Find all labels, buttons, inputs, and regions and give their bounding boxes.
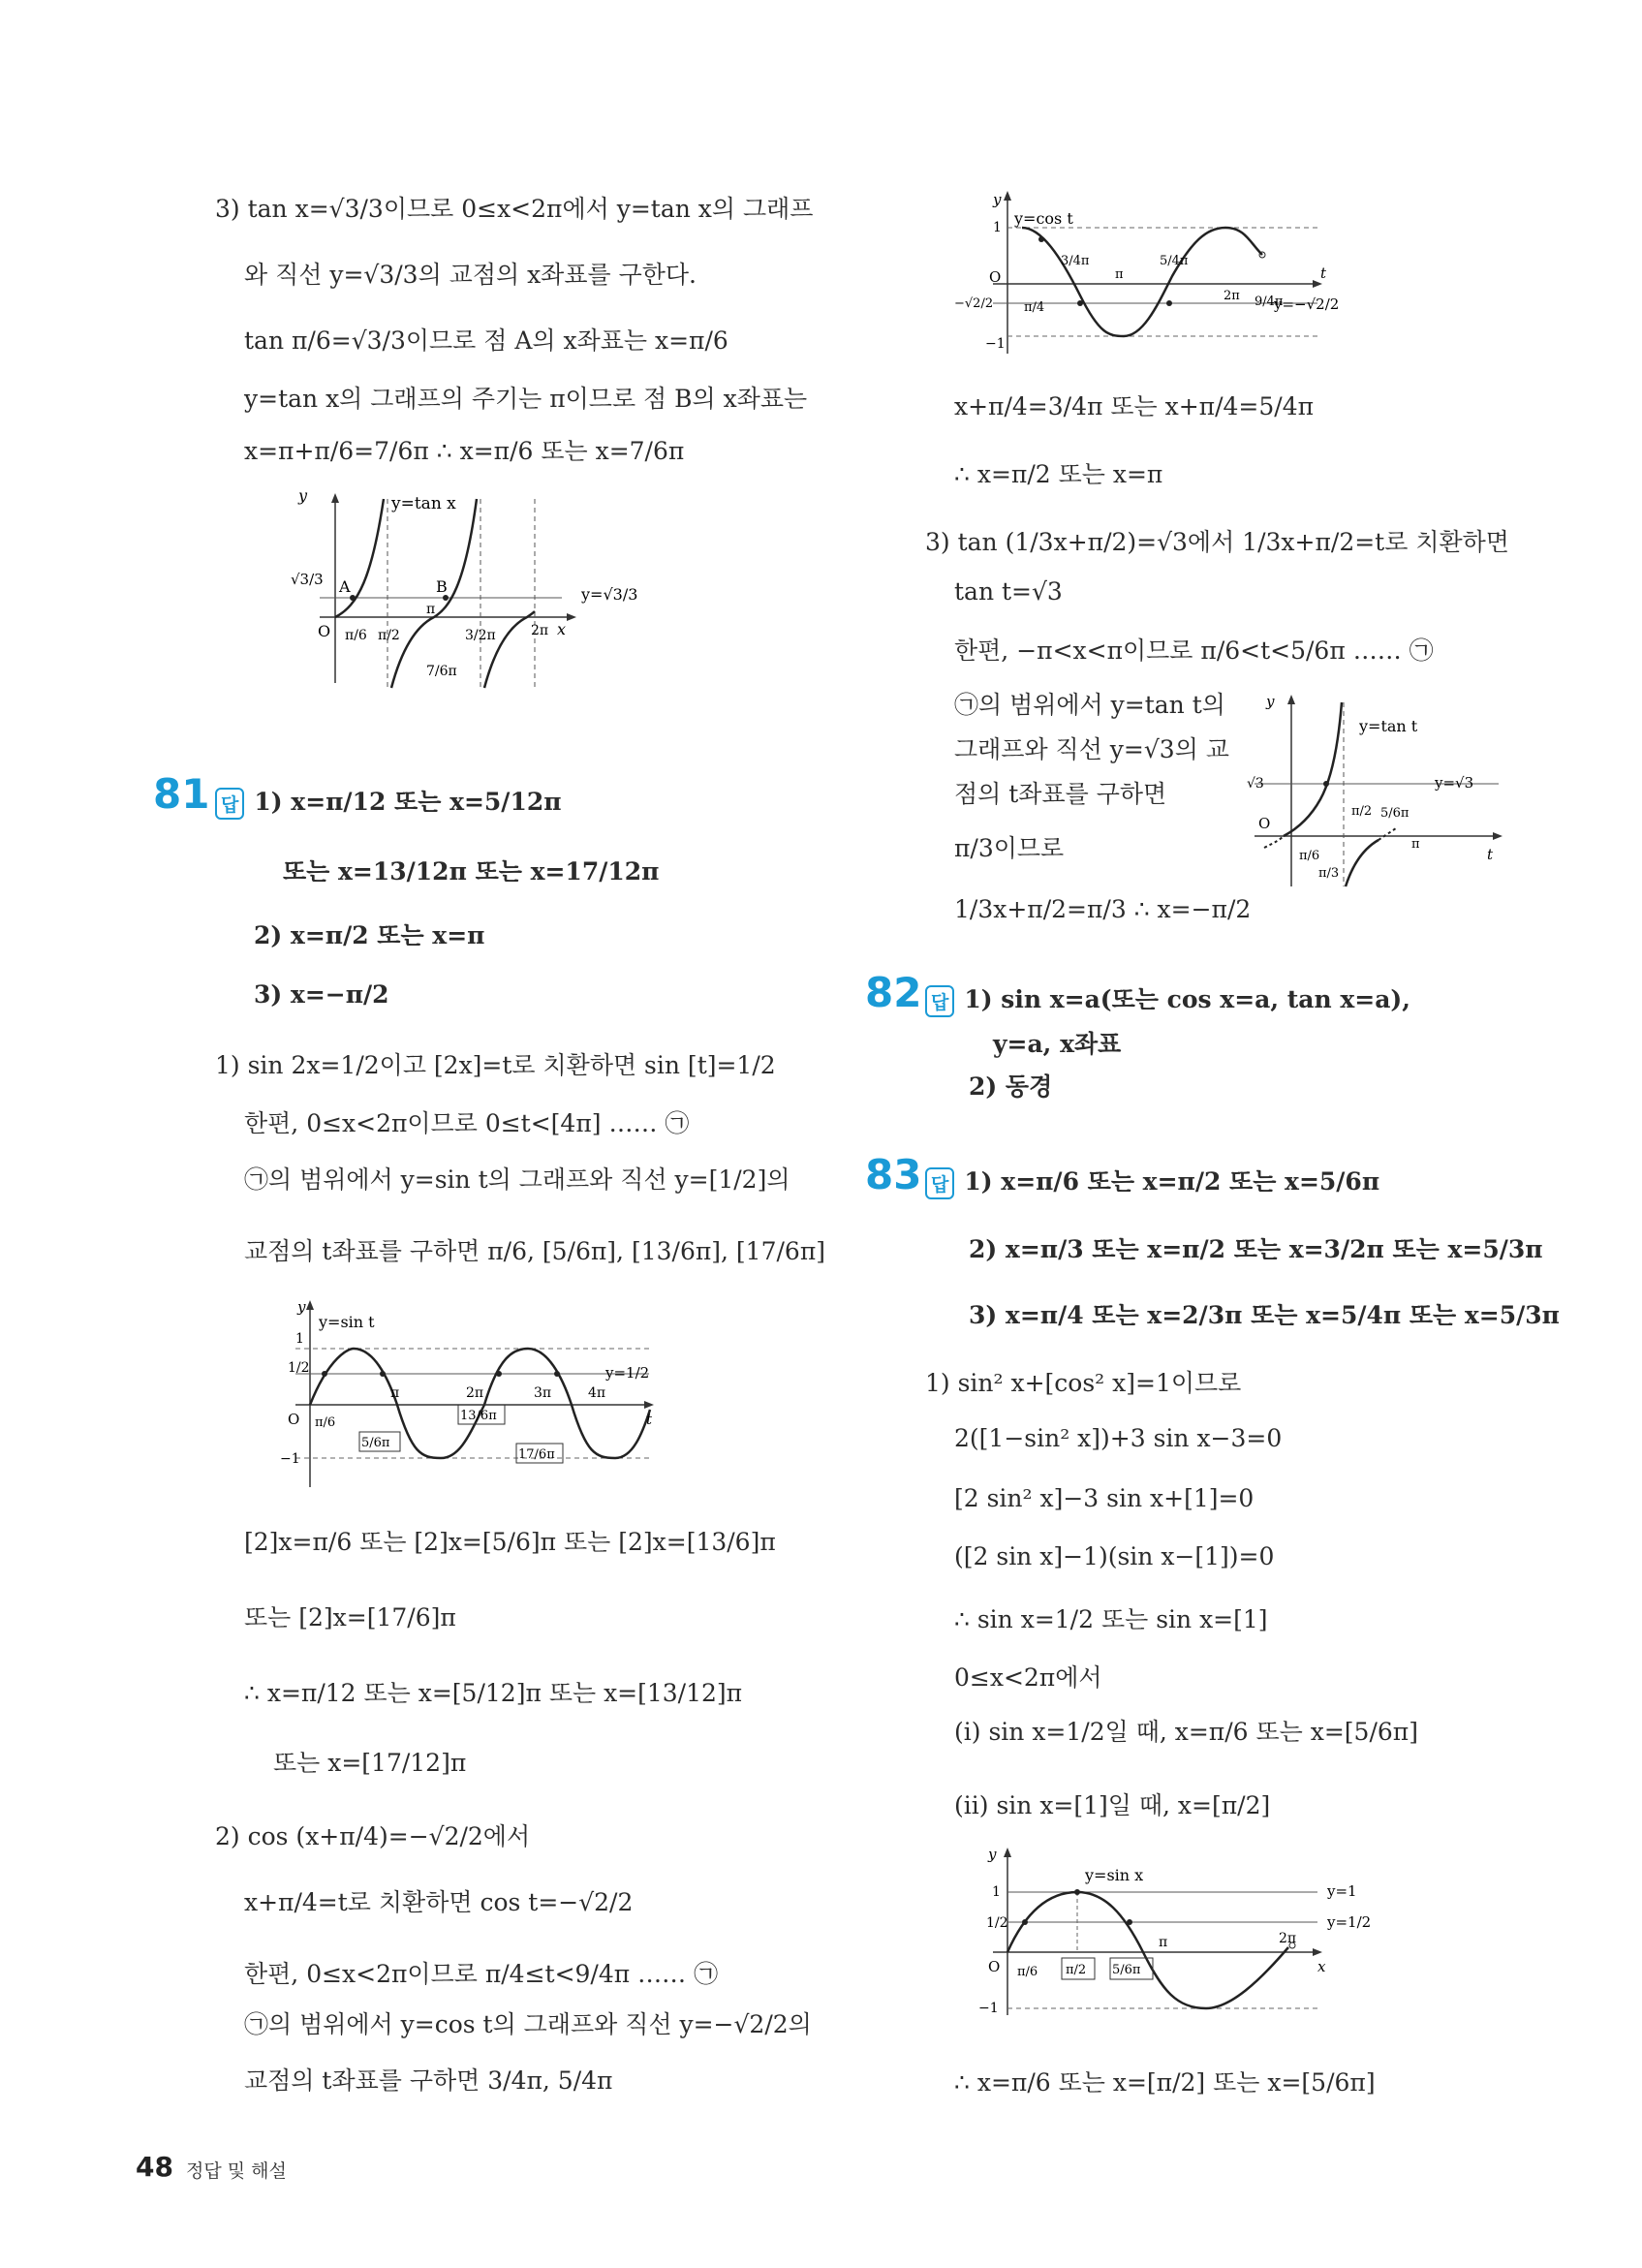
graph-sin-x: [969, 1846, 1395, 2020]
sol81-2-line1: 2) cos (x+π/4)=−√2/2에서: [215, 1822, 531, 1850]
axis-y-label: y: [988, 1846, 997, 1863]
sol83-1-line1: 1) sin² x+[cos² x]=1이므로: [925, 1369, 1242, 1397]
answer-82-1b: y=a, x좌표: [993, 1030, 1122, 1058]
y-value-1: 1: [992, 1884, 1001, 1900]
y-value-root3: √3: [1247, 776, 1264, 792]
sol81-2b-line1: x+π/4=3/4π 또는 x+π/4=5/4π: [954, 392, 1315, 420]
tick-pi2: π/2: [1351, 804, 1373, 819]
sol81-1b-line1: [2]x=π/6 또는 [2]x=[5/6]π 또는 [2]x=[13/6]π: [244, 1528, 776, 1556]
sol81-1-line3: ㉠의 범위에서 y=sin t의 그래프와 직선 y=[1/2]의: [244, 1165, 790, 1194]
tick-pi: π: [1115, 267, 1124, 282]
tick-17pi6: 17/6π: [518, 1447, 555, 1462]
tick-2pi: 2π: [531, 623, 549, 638]
tick-5pi6: 5/6π: [1112, 1963, 1141, 1977]
line-label: y=−√2/2: [1274, 295, 1340, 313]
answer-82-1: 답 1) sin x=a(또는 cos x=a, tan x=a),: [925, 980, 1410, 1017]
point-a-label: A: [339, 577, 351, 596]
point-b-label: B: [436, 577, 448, 596]
sol81-1b-line2: 또는 [2]x=[17/6]π: [244, 1603, 456, 1631]
tick-7pi6: 7/6π: [426, 664, 457, 679]
question-number-82: 82: [865, 969, 922, 1016]
line-label: y=1/2: [605, 1364, 650, 1382]
sol81-3-line8: 1/3x+π/2=π/3 ∴ x=−π/2: [954, 895, 1252, 923]
sol80-3-line1: 3) tan x=√3/3이므로 0≤x<2π에서 y=tan x의 그래프: [215, 195, 814, 223]
sol83-1-line6: 0≤x<2π에서: [954, 1663, 1102, 1692]
sol80-3-line4: y=tan x의 그래프의 주기는 π이므로 점 B의 x좌표는: [244, 385, 808, 413]
answer-badge: 답: [925, 1167, 954, 1199]
graph-sin-t: [276, 1298, 683, 1492]
answer-82-2: 2) 동경: [969, 1072, 1053, 1101]
curve-label: y=sin x: [1085, 1866, 1144, 1884]
sol83-1-line7: (i) sin x=1/2일 때, x=π/6 또는 x=[5/6π]: [954, 1718, 1418, 1746]
answer-badge: 답: [925, 985, 954, 1017]
answer-83-3: 3) x=π/4 또는 x=2/3π 또는 x=5/4π 또는 x=5/3π: [969, 1301, 1560, 1329]
curve-label: y=sin t: [319, 1313, 375, 1331]
y-value-neg1: −1: [978, 2001, 999, 2016]
sol81-3-line6: 점의 t좌표를 구하면: [954, 780, 1167, 808]
answer-badge: 답: [215, 788, 244, 820]
tick-3pi: 3π: [534, 1385, 552, 1401]
sol81-1b-line4: 또는 x=[17/12]π: [273, 1749, 467, 1777]
line1-label: y=1: [1327, 1882, 1357, 1900]
sol83-1-line2: 2([1−sin² x])+3 sin x−3=0: [954, 1424, 1283, 1452]
answer-83-1: 답 1) x=π/6 또는 x=π/2 또는 x=5/6π: [925, 1163, 1379, 1199]
tick-pi6: π/6: [1299, 849, 1320, 863]
footer-title: 정답 및 해설: [186, 2160, 287, 2182]
sol81-3-line5: 그래프와 직선 y=√3의 교: [954, 735, 1229, 763]
answer-81-2: 2) x=π/2 또는 x=π: [254, 921, 485, 949]
origin-label: O: [988, 1958, 1001, 1975]
line-label: y=√3/3: [581, 585, 638, 604]
origin-label: O: [1258, 815, 1271, 832]
y-value-1: 1: [295, 1331, 304, 1347]
sol83-1-line4: ([2 sin x]−1)(sin x−[1])=0: [954, 1542, 1275, 1570]
tick-pi2: π/2: [378, 628, 400, 643]
answer-81-1: 답 1) x=π/12 또는 x=5/12π: [215, 783, 562, 820]
tick-5pi6: 5/6π: [361, 1436, 390, 1450]
graph-tan-t: [1245, 693, 1516, 891]
tick-4pi: 4π: [588, 1385, 606, 1401]
sol81-3-line1: 3) tan (1/3x+π/2)=√3에서 1/3x+π/2=t로 치환하면: [925, 528, 1509, 556]
sol81-3-line7: π/3이므로: [954, 834, 1065, 862]
y-value-1: 1: [993, 220, 1002, 235]
axis-t-label: t: [646, 1411, 653, 1428]
y-value-half: 1/2: [986, 1915, 1008, 1931]
curve-label: y=tan x: [391, 494, 456, 513]
sol81-3-line3: 한편, −π<x<π이므로 π/6<t<5/6π …… ㉠: [954, 637, 1434, 665]
sol81-2-line2: x+π/4=t로 치환하면 cos t=−√2/2: [244, 1888, 634, 1916]
tick-pi3: π/3: [1318, 866, 1340, 881]
graph-tan-x: [291, 489, 639, 698]
y-value-label: √3/3: [291, 571, 324, 588]
axis-x-label: x: [557, 620, 567, 638]
axis-y-label: y: [993, 191, 1002, 208]
sol81-2-line5: 교점의 t좌표를 구하면 3/4π, 5/4π: [244, 2066, 613, 2095]
curve-label: y=cos t: [1014, 209, 1073, 228]
sol83-1-line5: ∴ sin x=1/2 또는 sin x=[1]: [954, 1605, 1268, 1633]
sol81-1-line2: 한편, 0≤x<2π이므로 0≤t<[4π] …… ㉠: [244, 1109, 690, 1137]
tick-pi: π: [1411, 837, 1420, 852]
sol81-1b-line3: ∴ x=π/12 또는 x=[5/12]π 또는 x=[13/12]π: [244, 1679, 743, 1707]
sol81-1-line4: 교점의 t좌표를 구하면 π/6, [5/6π], [13/6π], [17/6π]: [244, 1237, 826, 1265]
sol81-2b-line2: ∴ x=π/2 또는 x=π: [954, 460, 1163, 488]
page-number: 48: [136, 2151, 173, 2183]
line2-label: y=1/2: [1327, 1913, 1372, 1931]
question-number-81: 81: [153, 770, 210, 818]
axis-t-label: t: [1487, 846, 1494, 863]
sol83-1-line8: (ii) sin x=[1]일 때, x=[π/2]: [954, 1791, 1271, 1819]
tick-pi6: π/6: [345, 628, 367, 643]
tick-2pi: 2π: [1224, 289, 1240, 303]
answer-81-1b: 또는 x=13/12π 또는 x=17/12π: [283, 857, 660, 885]
tick-2pi: 2π: [1279, 1931, 1297, 1946]
tick-pi: π: [426, 602, 436, 617]
y-value-neg1: −1: [280, 1451, 300, 1467]
axis-x-label: x: [1317, 1958, 1326, 1975]
question-number-83: 83: [865, 1151, 922, 1198]
tick-pi6: π/6: [315, 1415, 336, 1430]
origin-label: O: [318, 622, 331, 640]
tick-13pi6: 13/6π: [460, 1409, 497, 1423]
axis-t-label: t: [1320, 264, 1327, 282]
line-label: y=√3: [1435, 774, 1474, 792]
sol80-3-line3: tan π/6=√3/3이므로 점 A의 x좌표는 x=π/6: [244, 326, 728, 355]
sol80-3-line2: 와 직선 y=√3/3의 교점의 x좌표를 구한다.: [244, 261, 697, 289]
sol83-1b-line: ∴ x=π/6 또는 x=[π/2] 또는 x=[5/6π]: [954, 2068, 1376, 2097]
tick-pi: π: [1159, 1935, 1168, 1950]
tick-pi: π: [390, 1385, 400, 1401]
origin-label: O: [288, 1411, 300, 1428]
axis-y-label: y: [297, 1298, 306, 1316]
sol81-2-line4: ㉠의 범위에서 y=cos t의 그래프와 직선 y=−√2/2의: [244, 2010, 812, 2038]
tick-pi6: π/6: [1017, 1965, 1038, 1979]
sol81-3-line4: ㉠의 범위에서 y=tan t의: [954, 691, 1225, 719]
tick-3pi2: 3/2π: [465, 628, 496, 643]
tick-5pi4: 5/4π: [1160, 254, 1189, 268]
sol80-3-line5: x=π+π/6=7/6π ∴ x=π/6 또는 x=7/6π: [244, 437, 685, 465]
tick-pi2: π/2: [1066, 1963, 1087, 1977]
sol83-1-line3: [2 sin² x]−3 sin x+[1]=0: [954, 1484, 1255, 1512]
origin-label: O: [989, 268, 1002, 286]
sol81-1-line1: 1) sin 2x=1/2이고 [2x]=t로 치환하면 sin [t]=1/2: [215, 1051, 776, 1079]
y-value-neg1: −1: [985, 336, 1006, 352]
y-value-half: 1/2: [288, 1360, 310, 1376]
tick-3pi4: 3/4π: [1061, 254, 1090, 268]
answer-81-3: 3) x=−π/2: [254, 980, 389, 1009]
tick-2pi: 2π: [466, 1385, 484, 1401]
answer-83-2: 2) x=π/3 또는 x=π/2 또는 x=3/2π 또는 x=5/3π: [969, 1235, 1543, 1263]
sol81-3-line2: tan t=√3: [954, 577, 1063, 606]
axis-y-label: y: [1266, 693, 1275, 710]
graph-cos-t: [954, 189, 1410, 358]
tick-9pi4: 9/4π: [1255, 295, 1284, 309]
tick-pi4: π/4: [1024, 300, 1045, 315]
curve-label: y=tan t: [1359, 717, 1418, 735]
y-value-neg-root2-2: −√2/2: [954, 296, 994, 311]
sol81-2-line3: 한편, 0≤x<2π이므로 π/4≤t<9/4π …… ㉠: [244, 1960, 719, 1988]
tick-5pi6: 5/6π: [1380, 806, 1410, 821]
axis-y-label: y: [298, 489, 308, 505]
